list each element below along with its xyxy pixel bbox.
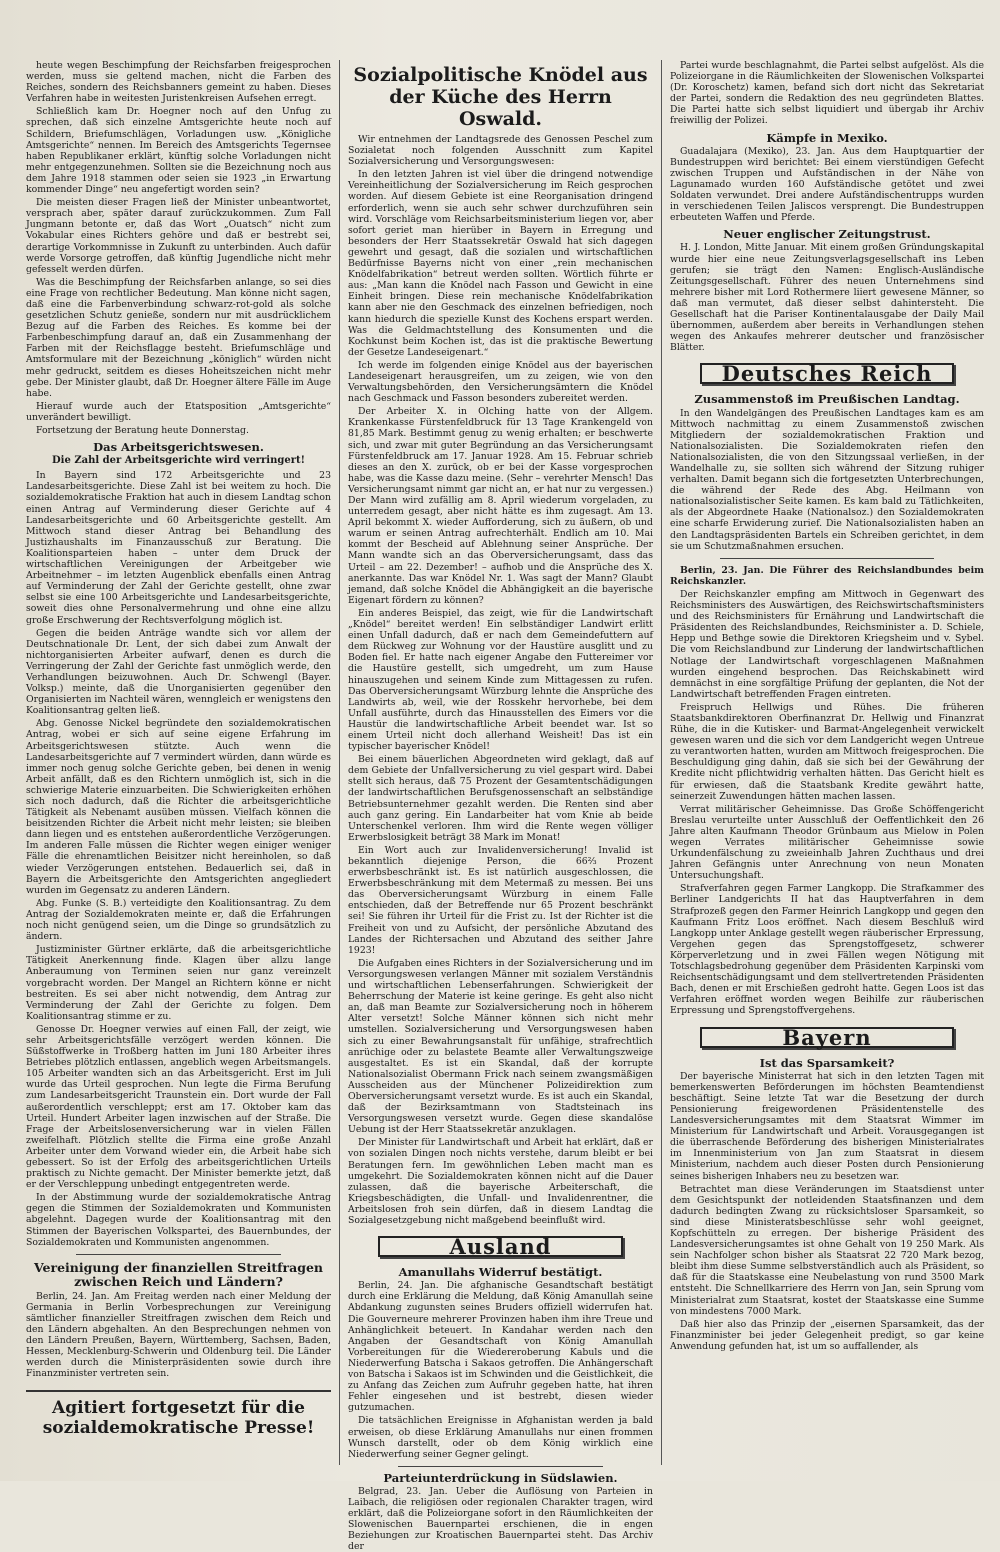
article-title-knoedel: Sozialpolitische Knödel aus der Küche des Herrn Oswald. xyxy=(353,64,648,130)
paragraph: Guadalajara (Mexiko), 23. Jan. Aus dem Hauptquartier der Bundestruppen wird berichtet: Bei einem vierstündigen Gefecht zwischen Truppen und Aufständischen in der Nähe von Lagunamado wurden 160 Aufständische getötet und zwei Soldaten verwundet. Drei andere Aufständischentrupps wurden in verschiedenen Teilen Jaliscos versprengt. Die Bundestruppen erbeuteten Waffen und Pferde. xyxy=(670,145,984,224)
section-header-deutsches-reich: Deutsches Reich xyxy=(700,363,954,384)
paragraph: Hierauf wurde auch der Etatsposition „Amtsgerichte“ unverändert bewilligt. xyxy=(26,400,331,423)
paragraph: Daß hier also das Prinzip der „eisernen Sparsamkeit, das der Finanzminister bei jeder Gelegenheit predigt, so gar keine Anwendung gefunden hat, ist um so auffallender, als xyxy=(670,1318,984,1352)
paragraph: Ein anderes Beispiel, das zeigt, wie für die Landwirtschaft „Knödel“ bereitet werden! Ein selbständiger Landwirt erlitt einen Unfall dadurch, daß er nach dem Gemeindefuttern auf dem Rückweg zur Wohnung vor der Haustüre ausglitt und zu Boden fiel. Er hatte nach eigener Angabe den Futtereimer vor die Haustüre gestellt, sich umgedreht, um zum Hause hinauszugehen und seinem Kinde zum Mittagessen zu rufen. Das Oberversicherungsamt Würzburg lehnte die Ansprüche des Landwirts ab, weil, wie der Rosskehr hervorhebe, bei dem Unfall ausführte, durch das Hinausstellen des Eimers vor die Haustür die landwirtschaftliche Arbeit beendet war. Ist so einem Urteil nicht doch allerhand Weisheit! Das ist ein typischer bayerischer Knödel! xyxy=(348,607,653,753)
paragraph: Freispruch Hellwigs und Rühes. Die früheren Staatsbankdirektoren Oberfinanzrat Dr. Hellwig und Finanzrat Rühe, die in die Kutisker- und Barmat-Angelegenheit verwickelt gewesen waren und die sich vor dem Landgericht wegen Untreue zu verantworten hatten, wurden am Mittwoch freigesprochen. Die Beschuldigung ging dahin, daß sie sich bei der Gewährung der Kredite nicht pflichtwidrig verhalten hätten. Das Gericht hielt es für erwiesen, daß die Staatsbank Kredite gewährt hatte, seinerzeit Zuwendungen hätten machen lassen. xyxy=(670,701,984,802)
paragraph: In der Abstimmung wurde der sozialdemokratische Antrag gegen die Stimmen der Sozialdemokraten und Kommunisten abgelehnt. Dagegen wurde der Koalitionsantrag mit den Stimmen der Bayerischen Volkspartei, des Bauernbundes, der Sozialdemokraten und Kommunisten angenommen. xyxy=(26,1192,331,1248)
section-header-bayern: Bayern xyxy=(700,1027,954,1048)
columns xyxy=(18,60,992,1552)
paragraph: In den letzten Jahren ist viel über die dringend notwendige Vereinheitlichung der Sozialversicherung im Reich gesprochen worden. Auf diesem Gebiete ist eine Reorganisation dringend erforderlich, wenn sie auch sehr schwer durchzuführen sein wird. Vorschläge vom Reichsarbeitsministerium liegen vor, aber sofort geriet man hierüber in Bayern in Erregung und besonders der Herr Staatssekretär Oswald hat sich dagegen gewehrt und gesagt, daß die sozialen und wirtschaftlichen Bedürfnisse Bayerns nicht von einer „rein mechanischen Knödelfabrikation“ betreut werden sollten. Wörtlich führte er aus: „Man kann die Knödel nach Fasson und Gewicht in eine Einheit bringen. Diese rein mechanische Knödelfabrikation kann aber nie den Geschmack des einzelnen befriedigen, noch kann hiedurch die spezielle Kunst des Kochens erspart werden. Was die Geldmachtstellung des Konsumenten und die Kochkunst beim Kochen ist, das ist die praktische Bewertung der Gesetze Landeseigenart.“ xyxy=(348,169,653,358)
paragraph: Bei einem bäuerlichen Abgeordneten wird geklagt, daß auf dem Gebiete der Unfallversicherung zu viel gespart wird. Dabei stellt sich heraus, daß 75 Prozent der Gesamtentschädigungen der landwirtschaftlichen Berufsgenossenschaft an selbständige Betriebsunternehmer gezahlt werden. Die Renten sind aber auch ganz gering. Ein Landarbeiter hat vom Knie ab beide Unterschenkel verloren. Ihm wird die Rente wegen völliger Erwerbslosigkeit beträgt 38 Mark im Monat! xyxy=(348,754,653,843)
divider xyxy=(76,1254,281,1255)
paragraph: Strafverfahren gegen Farmer Langkopp. Die Strafkammer des Berliner Landgerichts II hat das Hauptverfahren in dem Strafprozeß gegen den Farmer Heinrich Langkopp und gegen den Kaufmann Fritz Loos eröffnet. Nach diesem Beschluß wird Langkopp unter Anklage gestellt wegen räuberischer Erpressung, Vergehen gegen das Sprengstoffgesetz, schwerer Körperverletzung und in zwei Fällen wegen Nötigung mit Totschlagsbedrohung gegenüber dem Präsidenten Karpinski vom Reichsentschädigungsamt und dem stellvertretenden Präsidenten Bach, denen er mit Erschießen gedroht hatte. Gegen Loos ist das Verfahren eröffnet worden wegen Beihilfe zur räuberischen Erpressung und Sprengstoffvergehens. xyxy=(670,883,984,1017)
article-title-vereinigung: Vereinigung der finanziellen Streitfragen zwischen Reich und Ländern? xyxy=(33,1259,324,1289)
article-title-amanullah: Amanullahs Widerruf bestätigt. xyxy=(398,1265,603,1280)
paragraph: Abg. Funke (S. B.) verteidigte den Koalitionsantrag. Zu dem Antrag der Sozialdemokraten meinte er, daß die Erfahrungen noch nicht genügend seien, um die Dinge so grundsätzlich zu ändern. xyxy=(26,897,331,943)
paragraph: Die Aufgaben eines Richters in der Sozialversicherung und im Versorgungswesen verlangen Männer mit sozialem Verständnis und wirtschaftlichen Lebenserfahrungen. Schwierigkeit der Beherrschung der Materie ist keine geringe. Es geht also nicht an, daß man Beamte zur Sozialversicherung noch in höherem Alter versetzt! Solche Männer können sich nicht mehr umstellen. Sozialversicherung und Versorgungswesen haben sich zu einer Bewahrungsanstalt für unfähige, strafrechtlich anrüchige oder zu belastete Beamte aller Verwaltungszweige ausgestaltet. Es ist ein Skandal, daß der korrupte Nationalsozialist Obermann Frick nach seinem zwangsmäßigen Ausscheiden aus der Münchener Polizeidirektion zum Oberversicherungsamt versetzt wurde. Es ist auch ein Skandal, daß der Bezirksamtmann von Stadtsteinach ins Versorgungswesen versetzt wurde. Gegen diese skandalöse Uebung ist der Herr Staatssekretär anzuklagen. xyxy=(348,957,653,1136)
paragraph: Schließlich kam Dr. Hoegner noch auf den Unfug zu sprechen, daß sich einzelne Amtsgerichte heute noch auf Schildern, Briefumschlägen, Vorladungen usw. „Königliche Amtsgerichte“ nennen. Im Bereich des Amtsgerichts Tegernsee haben Republikaner erklärt, künftig solche Vorladungen nicht mehr entgegenzunehmen. Sollten sie die Bezeichnung noch aus dem Jahre 1918 stammen oder seien sie 1923 „in Erwartung kommender Dinge“ neu angefertigt worden sein? xyxy=(26,106,331,196)
paragraph: Justizminister Gürtner erklärte, daß die arbeitsgerichtliche Tätigkeit Anerkennung finde. Klagen über allzu lange Anberaumung von Terminen seien nur ganz vereinzelt vorgebracht worden. Der Mangel an Richtern könne er nicht bestreiten. Es sei aber nicht notwendig, dem Antrag zur Verminderung der Zahl der Gerichte zu folgen. Dem Koalitionsantrag stimme er zu. xyxy=(26,944,331,1022)
article-title-zeitungstrust: Neuer englischer Zeitungstrust. xyxy=(723,227,931,242)
paragraph: Was die Beschimpfung der Reichsfarben anlange, so sei dies eine Frage von rechtlicher Bedeutung. Man könne nicht sagen, daß eine die Farbenverbindung schwarz-rot-gold als solche gesetzlichen Schutz genieße, sondern nur mit ausdrücklichem Bezug auf die Farben des Reiches. Es komme bei der Farbenbeschimpfung darauf an, daß ein Zusammenhang der Farben mit der Reichsflagge besteht. Briefumschläge und Amtsformulare mit der Bezeichnung „königlich“ würden nicht mehr gedruckt, seitdem es dieses Hoheitszeichen nicht mehr gebe. Der Minister glaubt, daß Dr. Hoegner ältere Fälle im Auge habe. xyxy=(26,276,331,399)
article-title-suedslawien: Parteiunterdrückung in Südslawien. xyxy=(383,1470,618,1485)
paragraph: In Bayern sind 172 Arbeitsgerichte und 23 Landesarbeitsgerichte. Diese Zahl ist bei weitem zu hoch. Die sozialdemokratische Fraktion hat auch in diesem Landtag schon einen Antrag auf Verminderung dieser Gerichte auf 4 Landesarbeitsgerichte und 60 Arbeitsgerichte gestellt. Am Mittwoch stand dieser Antrag bei Behandlung des Justizhaushalts im Finanzausschuß zur Beratung. Die Koalitionsparteien haben – unter dem Druck der wirtschaftlichen Vereinigungen der Arbeitgeber wie Arbeitnehmer – im letzten Augenblick ebenfalls einen Antrag auf Verminderung der Zahl der Gerichte gestellt, ohne zwar selbst sie eine 100 Arbeitsgerichte und Landesarbeitsgerichte, soweit dies ohne Personalvermehrung und ohne eine allzu große Erschwerung der Rechtsverfolgung möglich ist. xyxy=(26,470,331,626)
paragraph: Ich werde im folgenden einige Knödel aus der bayerischen Landeseigenart herausgreifen, um zu zeigen, wie von den Verwaltungsbehörden, den Versicherungsämtern die Knödel nach Geschmack und Fasson besonders zubereitet werden. xyxy=(348,359,653,405)
paragraph: Ein Wort auch zur Invalidenversicherung! Invalid ist bekanntlich diejenige Person, die 66⅔ Prozent erwerbsbeschränkt ist. Es ist natürlich ausgeschlossen, die Erwerbsbeschränkung mit dem Metermaß zu messen. Bei uns das Oberversicherungsamt Würzburg in einem Falle entschieden, daß der Betreffende nur 65 Prozent beschränkt sei! Sie führen ihr Urteil für die Frist zu. Ist der Richter ist die Freiheit von und zu Aufsicht, der persönliche Abzutand des Landes der Richtersachen und Abzutand des seither Jahre 1923! xyxy=(348,844,653,956)
paragraph: Gegen die beiden Anträge wandte sich vor allem der Deutschnationale Dr. Lent, der sich dabei zum Anwalt der nichtorganisierten Arbeiter aufwarf, denen es durch die Verringerung der Zahl der Gerichte fast unmöglich werde, den Verhandlungen beizuwohnen. Auch Dr. Schwengl (Bayer. Volksp.) meinte, daß die Unorganisierten gegenüber den Organisierten im Nachteil wären, wenngleich er wenigstens den Koalitionsantrag gelten ließ. xyxy=(26,627,331,717)
paragraph-headline: Berlin, 23. Jan. Die Führer des Reichslandbundes beim Reichskanzler. xyxy=(670,564,984,587)
paragraph: Belgrad, 23. Jan. Ueber die Auflösung von Parteien in Laibach, die religiösen oder regionalen Charakter tragen, wird erklärt, daß die Polizeiorgane sofort in den Räumlichkeiten der Slowenischen Bauernpartei erschienen, die in engen Beziehungen zur Kroatischen Bauernpartei steht. Das Archiv der xyxy=(348,1485,653,1552)
divider xyxy=(398,1466,603,1467)
paragraph: Der Minister für Landwirtschaft und Arbeit hat erklärt, daß er von sozialen Dingen noch nichts verstehe, darum bleibt er bei Beratungen fern. Im gewöhnlichen Leben macht man es umgekehrt. Die Sozialdemokraten können nicht auf die Dauer zulassen, daß die bayerische Arbeiterschaft, die Kriegsbeschädigten, die Unfall- und Invalidenrentner, die Arbeitslosen froh sein dürfen, daß in diesem Landtag die Sozialgesetzgebung nicht maßgebend beeinflußt wird. xyxy=(348,1137,653,1226)
column-right xyxy=(662,60,992,1465)
paragraph: Fortsetzung der Beratung heute Donnerstag. xyxy=(36,425,249,436)
paragraph: Genosse Dr. Hoegner verwies auf einen Fall, der zeigt, wie sehr Arbeitsgerichtsfälle verzögert werden können. Die Süßstoffwerke in Troßberg hatten im Juni 180 Arbeiter ihres Betriebes plötzlich entlassen, angeblich wegen Arbeitsmangels. 105 Arbeiter wandten sich an das Arbeitsgericht. Erst im Juli wurde das Urteil gesprochen. Nun legte die Firma Berufung zum Landesarbeitsgericht Traunstein ein. Dort wurde der Fall außerordentlich verschleppt; erst am 17. Oktober kam das Urteil. Hundert Arbeiter lagen inzwischen auf der Straße. Die Frage der Arbeitslosenversicherung war in vielen Fällen zweifelhaft. Plötzlich stellte die Firma eine große Anzahl Arbeiter unter dem Vorwand wieder ein, die Arbeit habe sich gebessert. So ist der Erfolg des arbeitsgerichtlichen Urteils praktisch zu Nichte gemacht. Der Minister bemerkte jetzt, daß er der Verschleppung unbedingt entgegentreten werde. xyxy=(26,1023,331,1191)
column-middle xyxy=(340,60,662,1552)
article-title-mexiko: Kämpfe in Mexiko. xyxy=(766,130,888,145)
paragraph: In den Wandelgängen des Preußischen Landtages kam es am Mittwoch nachmittag zu einem Zusammenstoß zwischen Mitgliedern der sozialdemokratischen Fraktion und Nationalsozialisten. Die Sozialdemokraten riefen den Nationalsozialisten, die von den Sitzungssaal verließen, in der Wandelhalle zu, sie sollten sich während der Sitzung ruhiger verhalten. Damit begann sich die fortgesetzten Unterbrechungen, die während der Rede des Abg. Heilmann von nationalsozialistischer Seite kamen. Es kam bald zu Tätlichkeiten, als der Abgeordnete Haake (Nationalsoz.) den Sozialdemokraten eine scharfe Erwiderung zurief. Die Nationalsozialisten haben an den Landtagspräsidenten Bartels ein Schreiben gerichtet, in dem sie um Schutzmaßnahmen ersuchen. xyxy=(670,407,984,552)
article-title-arbeitsgericht: Das Arbeitsgerichtswesen. xyxy=(93,440,264,455)
paragraph: Der bayerische Ministerrat hat sich in den letzten Tagen mit bemerkenswerten Beförderungen im höchsten Beamtendienst beschäftigt. Seine letzte Tat war die Besetzung der durch Pensionierung freigewordenen Präsidentenstelle des Landesversicherungsamtes mit dem Staatsrat Wimmer im Ministerium für Landwirtschaft und Arbeit. Vorausgegangen ist die überraschende Beförderung des bisherigen Ministerialrates im Innenministerium von Jan zum Staatsrat in diesem Ministerium, nachdem auch dieser Posten durch Pensionierung seines bisherigen Inhabers neu zu besetzen war. xyxy=(670,1070,984,1182)
paragraph: Die meisten dieser Fragen ließ der Minister unbeantwortet, versprach aber, später darauf zurückzukommen. Zum Fall Jungmann betonte er, daß das Wort „Ouatsch“ nicht zum Vokabular eines Richters gehöre und daß er bestrebt sei, derartige Vorkommnisse in Zukunft zu unterbinden. Auch dafür werde Vorsorge getroffen, daß künftig Jugendliche nicht mehr gefesselt werden dürfen. xyxy=(26,197,331,275)
paragraph: Die tatsächlichen Ereignisse in Afghanistan werden ja bald erweisen, ob diese Erklärung Amanullahs nur einen frommen Wunsch darstellt, oder ob dem König wirklich eine Niederwerfung seiner Gegner gelingt. xyxy=(348,1415,653,1460)
slogan-banner: Agitiert fortgesetzt für die sozialdemokratische Presse! xyxy=(26,1390,331,1438)
paragraph: H. J. London, Mitte Januar. Mit einem großen Gründungskapital wurde hier eine neue Zeitungsverlagsgesellschaft ins Leben gerufen; sie trägt den Namen: Englisch-Ausländische Zeitungsgesellschaft. Führer des neuen Unternehmens sind mehrere bisher mit Lord Rothermere liiert gewesene Männer, so daß man vermutet, daß dieser selbst dahintersteht. Die Gesellschaft hat die Pariser Kontinentalausgabe der Daily Mail übernommen, außerdem aber bereits in Verhandlungen stehen wegen des Ankaufes mehrerer deutscher und französischer Blätter. xyxy=(670,242,984,354)
column-left xyxy=(18,60,340,1465)
paragraph: Abg. Genosse Nickel begründete den sozialdemokratischen Antrag, wobei er sich auf seine eigene Erfahrung im Arbeitsgerichtswesen stützte. Auch wenn die Landesarbeitsgerichte auf 7 vermindert würden, dann würde es immer noch genug solche Gerichte geben, bei denen in wenig Arbeit anfällt, daß es den Richtern unmöglich ist, sich in die schwierige Materie einzuarbeiten. Die Schwierigkeiten erhöhen sich noch dadurch, daß die Richter die arbeitsgerichtliche Tätigkeit als Nebenamt ausüben müssen. Vielfach können die beisitzenden Richter die Arbeit nicht mehr leisten; sie bleiben dann liegen und es entstehen außerordentliche Verzögerungen. Im anderen Falle müssen die Richter wegen einiger weniger Fälle die ehrenamtlichen Beisitzer nicht hereinholen, so daß wieder Verzögerungen entstehen. Bedauerlich sei, daß in Bayern die Arbeitsgerichte den Amtsgerichten angegliedert wurden im Gegensatz zu anderen Ländern. xyxy=(26,718,331,896)
divider xyxy=(720,558,934,559)
paragraph: Betrachtet man diese Veränderungen im Staatsdienst unter dem Gesichtspunkt der notleidenden Staatsfinanzen und dem dadurch bedingten Zwang zu rücksichtsloser Sparsamkeit, so sind diese Ministeratsbeschlüsse sehr wohl geeignet, Kopfschütteln zu erregen. Der bisherige Präsident des Landesversicherungsamtes ist ohne Gehalt von 19 250 Mark. Als sein Nachfolger schon bisher als Staatsrat 22 720 Mark bezog, bleibt ihm diese Summe selbstverständlich auch als Präsident, so daß für die Staatskasse eine Neubelastung von rund 3500 Mark entsteht. Die Schnellkarriere des Herrn von Jan, sein Sprung vom Ministerialrat zum Staatsrat, kostet der Staatskasse eine Summe von mindestens 7000 Mark. xyxy=(670,1183,984,1317)
paragraph: Berlin, 24. Jan. Die afghanische Gesandtschaft bestätigt durch eine Erklärung die Meldung, daß König Amanullah seine Abdankung zugunsten seines Bruders offiziell widerrufen hat. Die Gouverneure mehrerer Provinzen haben ihm ihre Treue und Anhänglichkeit beteuert. In Kandahar werden nach den Angaben der Gesandtschaft von König Amanullah Vorbereitungen für die Wiedereroberung Kabuls und die Niederwerfung Batscha i Sakaos getroffen. Die Anhängerschaft von Batscha i Sakaos ist im Schwinden und die Geistlichkeit, die zu Anfang das Zeichen zum Aufruhr gegeben hatte, hat ihren Fehler eingesehen und ist bestrebt, diesen wieder gutzumachen. xyxy=(348,1280,653,1414)
paragraph: Partei wurde beschlagnahmt, die Partei selbst aufgelöst. Als die Polizeiorgane in die Räumlichkeiten der Slowenischen Volkspartei (Dr. Koroschetz) kamen, befand sich dort nicht das Sekretariat der Partei, sondern die Redaktion des neu gegründeten Blattes. Die Partei hatte sich selbst liquidiert und übergab ihr Archiv freiwillig der Polizei. xyxy=(670,60,984,127)
paragraph: Wir entnehmen der Landtagsrede des Genossen Peschel zum Sozialetat noch folgenden Ausschnitt zum Kapitel Sozialversicherung und Versorgungswesen: xyxy=(348,134,653,168)
paragraph: Verrat militärischer Geheimnisse. Das Große Schöffengericht Breslau verurteilte unter Ausschluß der Oeffentlichkeit den 26 Jahre alten Kaufmann Theodor Grünbaum aus Mielow in Polen wegen Verrates militärischer Geheimnisse sowie Urkundenfälschung zu zweieinhalb Jahren Zuchthaus und drei Jahren Gefängnis unter Anrechnung von neun Monaten Untersuchungshaft. xyxy=(670,803,984,882)
article-title-sparsamkeit: Ist das Sparsamkeit? xyxy=(759,1055,895,1070)
paragraph: Der Arbeiter X. in Olching hatte von der Allgem. Krankenkasse Fürstenfeldbruck für 13 Tage Krankengeld von 81,85 Mark. Bestimmt genug zu wenig erhalten; er beschwerte sich, und zwar mit guter Begründung an das Versicherungsamt Fürstenfeldbruck am 17. Januar 1928. Am 15. Februar schrieb dieses an den X. zurück, ob er bei der Kasse vorgesprochen habe, was die Kasse dazu meine. (Sehr – verehrter Mensch! Das Versicherungsamt nimmt gar nicht an, er hat nur zu vergessen.) Der Mann wird zufällig am 8. April wiederum vorgeladen, zu unterredem gesagt, aber nicht hätte es ihm zugesagt. Am 13. April bekommt X. wieder Aufforderung, sich zu äußern, ob und warum er seinen Antrag aufrechterhält. Endlich am 10. Mai kommt der Bescheid auf Ablehnung seiner Ansprüche. Der Mann wandte sich an das Oberversicherungsamt, dass das Urteil – am 22. Dezember! – aufhob und die Ansprüche des X. anerkannte. Das war Knödel Nr. 1. Was sagt der Mann? Glaubt jemand, daß solche Knödel die Abhängigkeit an die bayerische Eigenart fördern zu können? xyxy=(348,406,653,606)
paragraph: Der Reichskanzler empfing am Mittwoch in Gegenwart des Reichsministers des Auswärtigen, des Reichswirtschaftsministers und des Reichsministers für Ernährung und Landwirtschaft die Präsidenten des Reichslandbundes, Reichsminister a. D. Schiele, Hepp und Bethge sowie die Direktoren Kriegsheim und v. Sybel. Die vom Reichslandbund zur Linderung der landwirtschaftlichen Notlage der Landwirtschaft vorgeschlagenen Maßnahmen wurden eingehend besprochen. Das Reichskabinett wird demnächst in eine sorgfältige Prüfung der geplanten, die Not der Landwirtschaft betreffenden Fragen eintreten. xyxy=(670,588,984,700)
article-title-landtag: Zusammenstoß im Preußischen Landtag. xyxy=(694,392,960,407)
section-header-ausland: Ausland xyxy=(378,1236,623,1257)
paragraph: heute wegen Beschimpfung der Reichsfarben freigesprochen werden, muss sie geltend machen, nicht die Farben des Reiches, sondern des Reichsbanners gemeint zu haben. Dieses Verfahren habe in weitesten Juristenkreisen Aufsehen erregt. xyxy=(26,60,331,105)
article-subtitle-arbeitsgericht: Die Zahl der Arbeitsgerichte wird verringert! xyxy=(52,455,305,467)
paragraph: Berlin, 24. Jan. Am Freitag werden nach einer Meldung der Germania in Berlin Vorbesprechungen zur Vereinigung sämtlicher finanzieller Streitfragen zwischen dem Reich und den Ländern abgehalten. An den Besprechungen nehmen von den Ländern Preußen, Bayern, Württemberg, Sachsen, Baden, Hessen, Mecklenburg-Schwerin und Oldenburg teil. Die Länder werden durch die Ministerpräsidenten sowie durch ihre Finanzminister vertreten sein. xyxy=(26,1290,331,1380)
